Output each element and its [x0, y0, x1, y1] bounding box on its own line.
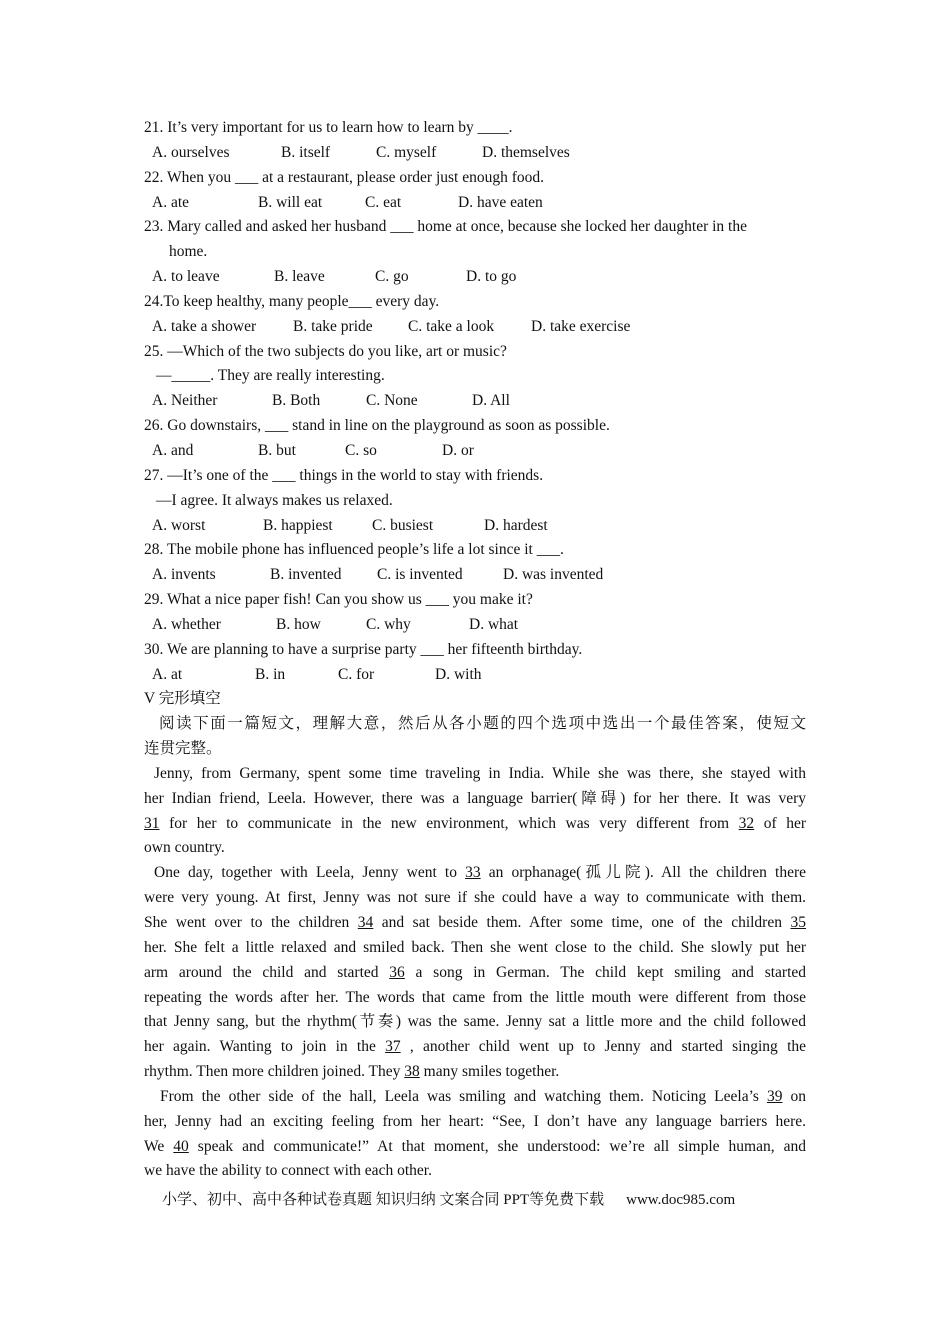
- option-c: C. None: [366, 392, 418, 410]
- option-c: C. go: [375, 268, 409, 286]
- passage-line: her Indian friend, Leela. However, there was a language barrier(障碍) for her there. It was very: [144, 789, 806, 807]
- cloze-blank: 31: [144, 814, 160, 832]
- passage-line: One day, together with Leela, Jenny went to 33 an orphanage(孤儿院). All the children there: [154, 864, 806, 882]
- passage-line: were very young. At first, Jenny was not sure if she could have a way to communicate with them.: [144, 889, 806, 907]
- cloze-blank: 40: [173, 1137, 189, 1155]
- option-b: B. in: [255, 665, 286, 683]
- passage-line: We 40 speak and communicate!” At that moment, she understood: we’re all simple human, and: [144, 1137, 806, 1155]
- passage-line: we have the ability to connect with each other.: [144, 1162, 432, 1180]
- question-25-options: [144, 389, 806, 414]
- question-22: 22. When you ___ at a restaurant, please order just enough food.: [144, 168, 545, 186]
- option-d: D. have eaten: [458, 193, 543, 211]
- question-23-continued: home.: [169, 243, 208, 261]
- cloze-blank: 36: [389, 963, 405, 981]
- document-content: [144, 116, 806, 1184]
- option-b: B. itself: [281, 143, 331, 161]
- option-c: C. so: [345, 441, 377, 459]
- passage-line: Jenny, from Germany, spent some time traveling in India. While she was there, she stayed with: [154, 764, 806, 782]
- question-30-options: [144, 663, 806, 688]
- passage-line: her, Jenny had an exciting feeling from her heart: “See, I don’t have any language barriers here.: [144, 1112, 806, 1130]
- passage-line: rhythm. Then more children joined. They 38 many smiles together.: [144, 1063, 560, 1081]
- cloze-blank: 39: [766, 1087, 783, 1105]
- question-28: 28. The mobile phone has influenced people’s life a lot since it ___.: [144, 541, 564, 559]
- question-27-reply: —I agree. It always makes us relaxed.: [156, 491, 393, 509]
- option-d: D. or: [442, 441, 474, 459]
- passage-line: that Jenny sang, but the rhythm(节奏) was the same. Jenny sat a little more and the child followed: [144, 1013, 806, 1031]
- footer-text: 小学、初中、高中各种试卷真题 知识归纳 文案合同 PPT等免费下载: [162, 1192, 605, 1208]
- question-29: 29. What a nice paper fish! Can you show us ___ you make it?: [144, 591, 533, 609]
- cloze-blank: 38: [404, 1063, 420, 1081]
- option-a: A. ate: [152, 193, 190, 211]
- question-27-options: [144, 514, 806, 539]
- cloze-blank: 37: [385, 1038, 401, 1056]
- option-b: B. invented: [270, 566, 342, 584]
- option-c: C. busiest: [372, 516, 434, 534]
- cloze-blank: 33: [465, 864, 481, 882]
- passage-line: her again. Wanting to join in the 37 , another child went up to Jenny and started singing the: [144, 1038, 806, 1056]
- passage-line: arm around the child and started 36 a song in German. The child kept smiling and started: [144, 963, 806, 981]
- option-b: B. but: [258, 441, 296, 459]
- question-30: 30. We are planning to have a surprise party ___ her fifteenth birthday.: [144, 640, 583, 658]
- option-d: D. themselves: [482, 143, 570, 161]
- cloze-passage: [144, 762, 806, 1184]
- cloze-blank: 34: [357, 914, 374, 931]
- question-23: 23. Mary called and asked her husband ___ home at once, because she locked her daughter in the: [144, 218, 747, 236]
- question-25: 25. —Which of the two subjects do you like, art or music?: [144, 342, 507, 360]
- option-c: C. for: [338, 665, 375, 683]
- option-a: A. Neither: [152, 392, 218, 410]
- option-a: A. invents: [152, 566, 216, 584]
- question-21-options: [144, 141, 806, 166]
- option-a: A. worst: [152, 516, 206, 534]
- question-22-options: [144, 191, 806, 216]
- question-26: 26. Go downstairs, ___ stand in line on the playground as soon as possible.: [144, 417, 610, 435]
- option-d: D. with: [435, 665, 482, 683]
- passage-line: her. She felt a little relaxed and smiled back. Then she went close to the child. She slowly put her: [144, 938, 806, 956]
- cloze-blank: 35: [790, 914, 806, 931]
- question-26-options: [144, 439, 806, 464]
- page-footer: [162, 1188, 735, 1209]
- option-d: D. what: [469, 615, 519, 633]
- option-b: B. happiest: [263, 516, 333, 534]
- section-heading: V 完形填空: [144, 690, 221, 708]
- question-23-options: [144, 265, 806, 290]
- option-a: A. to leave: [152, 268, 220, 286]
- option-a: A. take a shower: [152, 317, 257, 335]
- passage-line: repeating the words after her. The words that came from the little mouth were different from those: [144, 988, 806, 1006]
- option-d: D. hardest: [484, 516, 548, 534]
- section-instructions: 阅读下面一篇短文，理解大意，然后从各小题的四个选项中选出一个最佳答案，使短文: [159, 715, 806, 733]
- question-21: 21. It’s very important for us to learn how to learn by ____.: [144, 119, 513, 136]
- option-d: D. take exercise: [531, 317, 631, 335]
- option-b: B. leave: [274, 268, 325, 286]
- option-b: B. how: [276, 615, 321, 633]
- question-28-options: [144, 563, 806, 588]
- option-c: C. myself: [376, 143, 437, 161]
- cloze-blank: 32: [738, 814, 755, 832]
- passage-line: She went over to the children 34 and sat beside them. After some time, one of the children 35: [144, 914, 806, 931]
- question-24: 24.To keep healthy, many people___ every day.: [144, 292, 440, 310]
- option-a: A. and: [152, 441, 194, 459]
- option-b: B. take pride: [293, 317, 373, 335]
- question-24-options: [144, 315, 806, 340]
- option-c: C. why: [366, 615, 411, 633]
- option-c: C. take a look: [408, 317, 495, 335]
- footer-url[interactable]: www.doc985.com: [626, 1192, 736, 1208]
- option-a: A. at: [152, 665, 183, 683]
- option-b: B. Both: [272, 392, 321, 410]
- section-instructions-continued: 连贯完整。: [144, 740, 222, 758]
- question-29-options: [144, 613, 806, 638]
- option-d: D. to go: [466, 268, 517, 286]
- option-d: D. was invented: [503, 566, 604, 584]
- option-b: B. will eat: [258, 193, 323, 211]
- option-a: A. whether: [152, 615, 221, 633]
- option-c: C. eat: [365, 193, 402, 211]
- option-c: C. is invented: [377, 566, 463, 584]
- question-27: 27. —It’s one of the ___ things in the world to stay with friends.: [144, 466, 544, 484]
- option-a: A. ourselves: [152, 143, 230, 161]
- question-25-reply: —_____. They are really interesting.: [156, 367, 385, 385]
- passage-line: own country.: [144, 839, 225, 857]
- passage-line: From the other side of the hall, Leela was smiling and watching them. Noticing Leela’s 39 on: [160, 1087, 806, 1105]
- option-d: D. All: [472, 392, 510, 410]
- passage-line: 31 for her to communicate in the new environment, which was very different from 32 of her: [144, 814, 806, 832]
